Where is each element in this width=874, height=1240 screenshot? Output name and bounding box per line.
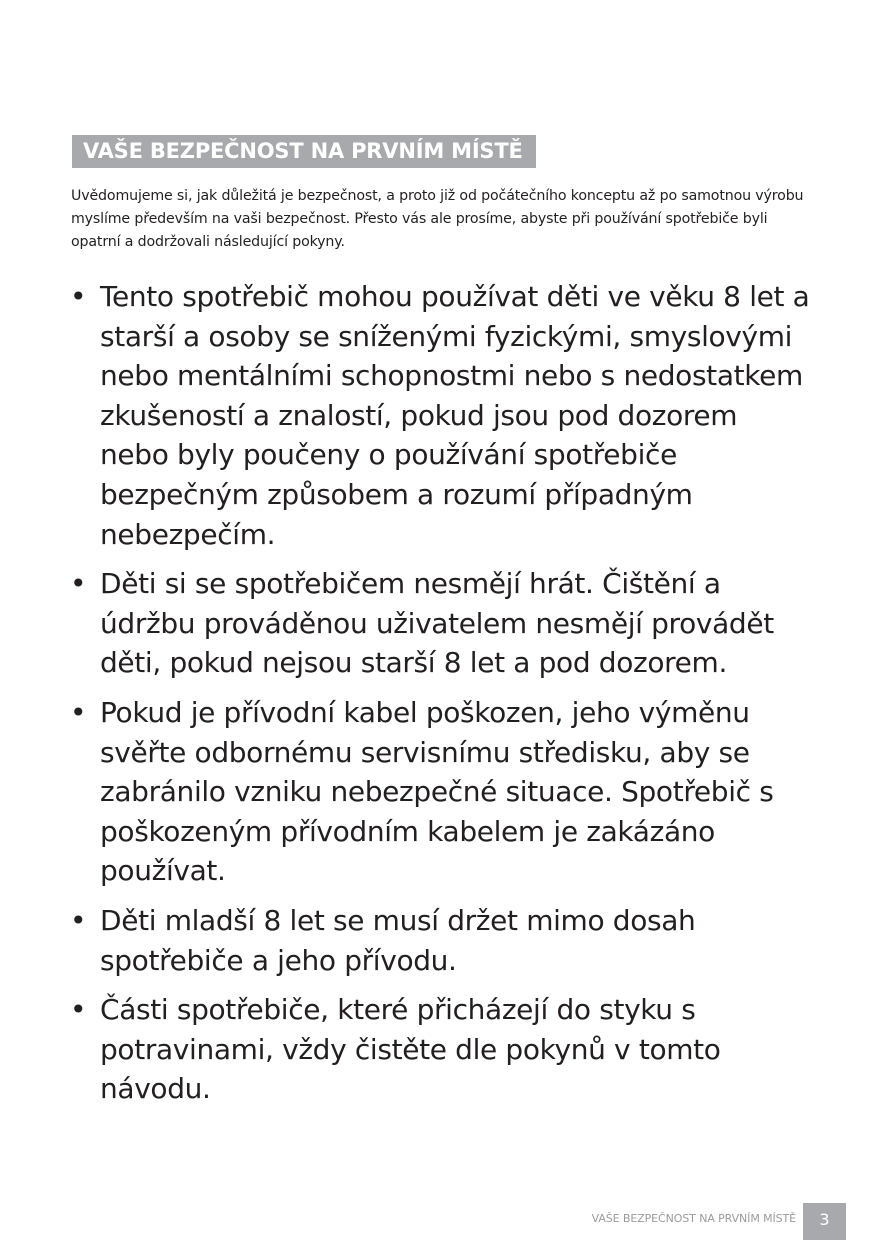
list-item [70,693,810,891]
list-item [70,990,810,1109]
bullet-icon: • [70,993,87,1027]
safety-instructions-list [70,277,810,1119]
list-item-text: Tento spotřebič mohou používat děti ve věku 8 let a starší a osoby se sníženými fyzickými, smyslovými nebo mentálními schopnostmi nebo s nedostatkem zkušeností a znalostí, pokud jsou pod dozorem nebo byly poučeny o používání spotřebiče bezpečným způsobem a rozumí případným nebezpečím. [100,280,810,551]
list-item [70,277,810,554]
intro-paragraph: Uvědomujeme si, jak důležitá je bezpečnost, a proto již od počátečního konceptu až po samotnou výrobu myslíme především na vaši bezpečnost. Přesto vás ale prosíme, abyste při používání spotřebiče byli opatrní a dodržovali následující pokyny. [71,188,804,250]
bullet-icon: • [70,903,87,937]
list-item-text: Části spotřebiče, které přicházejí do styku s potravinami, vždy čistěte dle pokynů v tomto návodu. [100,993,721,1106]
footer-running-title: VAŠE BEZPEČNOST NA PRVNÍM MÍSTĚ [591,1212,796,1225]
bullet-icon: • [70,695,87,729]
page-number: 3 [803,1203,846,1240]
bullet-icon: • [70,280,87,313]
list-item [70,564,810,683]
bullet-icon: • [70,567,87,601]
list-item-text: Pokud je přívodní kabel poškozen, jeho výměnu svěřte odbornému servisnímu středisku, aby se zabránilo vzniku nebezpečné situace. Spotřebič s poškozeným přívodním kabelem je zakázáno používat. [100,695,774,888]
list-item-text: Děti mladší 8 let se musí držet mimo dosah spotřebiče a jeho přívodu. [100,903,696,977]
list-item [70,901,810,980]
section-heading: VAŠE BEZPEČNOST NA PRVNÍM MÍSTĚ [72,135,536,168]
list-item-text: Děti si se spotřebičem nesmějí hrát. Čištění a údržbu prováděnou uživatelem nesmějí provádět děti, pokud nejsou starší 8 let a pod dozorem. [100,567,774,680]
